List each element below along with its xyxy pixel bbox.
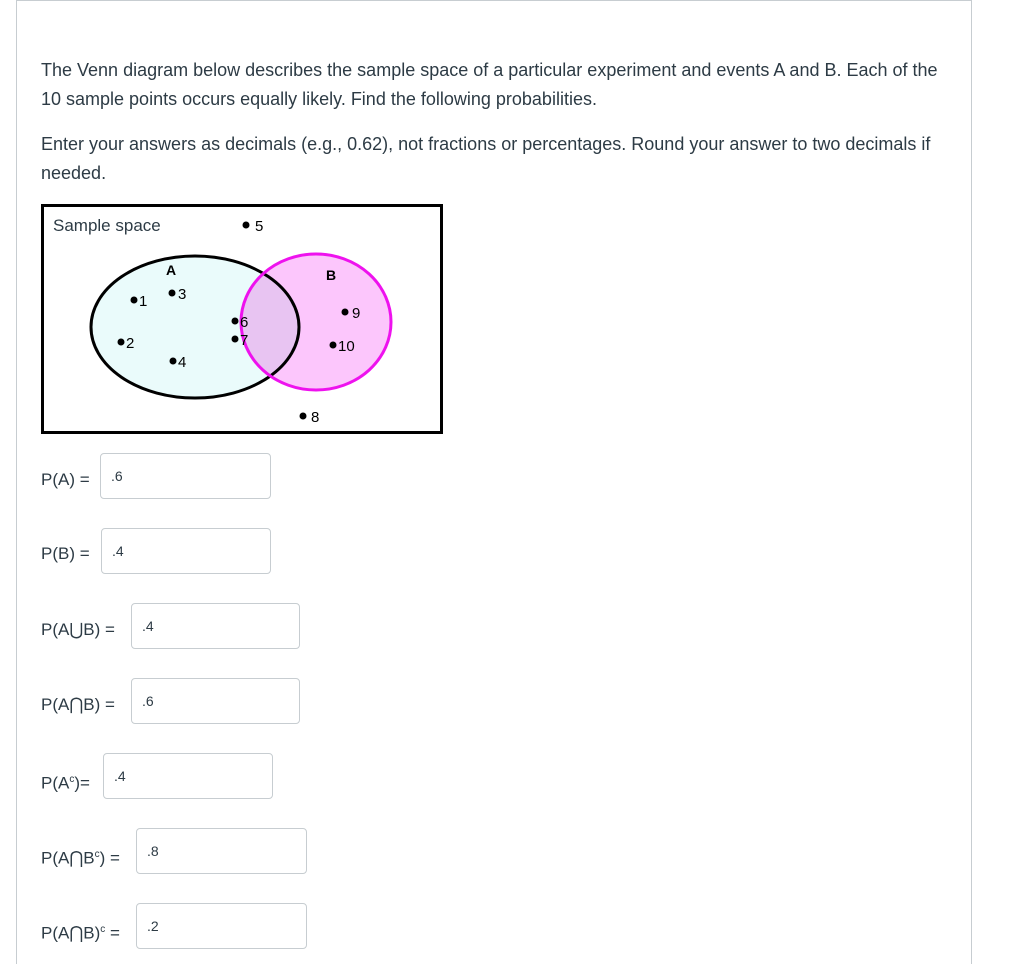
point-label: 2	[126, 335, 135, 352]
point-dot	[118, 339, 125, 346]
p-a-intersect-b-all-complement-input[interactable]: .2	[136, 903, 307, 949]
point-dot	[131, 297, 138, 304]
p-a-input[interactable]: .6	[100, 453, 271, 499]
sample-space-label: Sample space	[53, 216, 161, 235]
p-a-complement-label: $P(A^c)=$	[41, 773, 90, 793]
point-label: 8	[311, 409, 320, 426]
point-dot	[330, 342, 337, 349]
set-b-label: B	[326, 267, 337, 283]
p-b-label: P(B) =	[41, 544, 90, 563]
point-label: 3	[178, 286, 187, 303]
point-label: 6	[240, 314, 249, 331]
point-label: 10	[338, 338, 355, 355]
set-a-label: A	[166, 262, 177, 278]
point-label: 1	[139, 293, 148, 310]
point-dot	[300, 413, 307, 420]
p-a-intersect-b-complement-label: $P(A⋂B^c)$ =	[41, 848, 120, 868]
point-label: 9	[352, 305, 361, 322]
p-a-label: P(A) =	[41, 470, 90, 489]
point-label: 5	[255, 218, 264, 235]
point-dot	[170, 358, 177, 365]
p-a-intersect-b-all-complement-label: P(A⋂B)$^c$ =	[41, 923, 120, 943]
venn-diagram	[41, 204, 443, 434]
p-a-intersect-b-complement-input[interactable]: .8	[136, 828, 307, 874]
p-b-input[interactable]: .4	[101, 528, 271, 574]
p-a-intersect-b-input[interactable]: .6	[131, 678, 300, 724]
question-intro: The Venn diagram below describes the sample space of a particular experiment and events A and B. Each of the 10 sample points occurs equally likely. Find the following probabilities.	[41, 60, 938, 109]
p-a-intersect-b-label: P(A⋂B) =	[41, 695, 115, 714]
point-dot	[232, 336, 239, 343]
point-label: 7	[240, 332, 249, 349]
p-a-complement-input[interactable]: .4	[103, 753, 273, 799]
question-instructions: Enter your answers as decimals (e.g., 0.62), not fractions or percentages. Round your answer to two decimals if needed.	[41, 134, 931, 183]
point-dot	[342, 309, 349, 316]
point-label: 4	[178, 354, 187, 371]
point-dot	[232, 318, 239, 325]
point-dot	[243, 222, 250, 229]
point-dot	[169, 290, 176, 297]
p-a-union-b-label: P(A⋃B) =	[41, 620, 115, 639]
p-a-union-b-input[interactable]: .4	[131, 603, 300, 649]
